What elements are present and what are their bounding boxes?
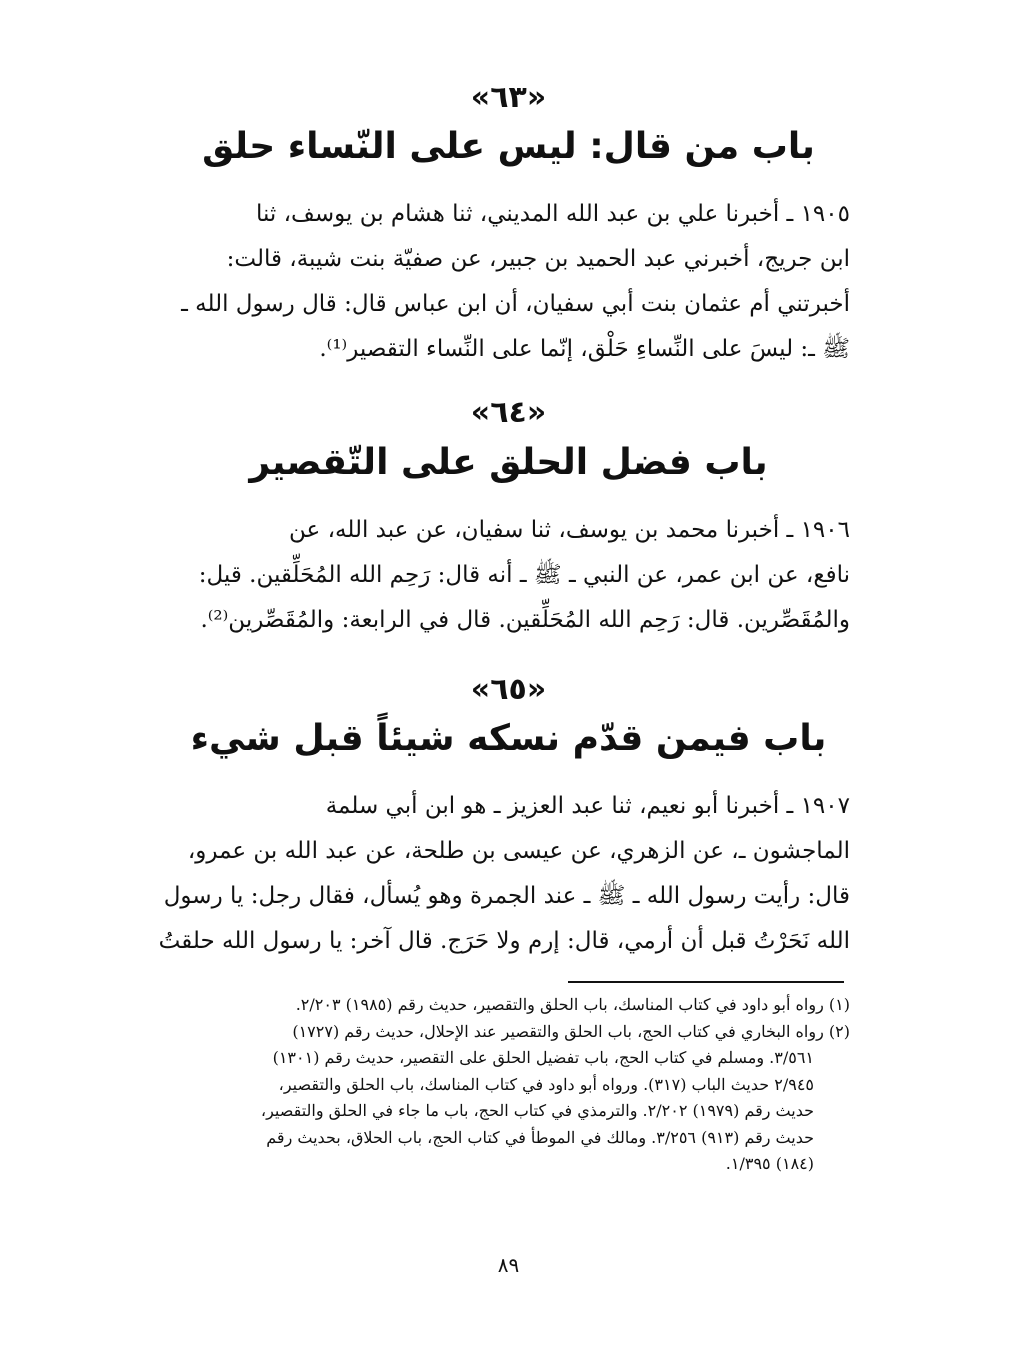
paragraph-line: والمُقَصِّرين. قال: رَحِم الله المُحَلِّقين. قال في الرابعة: والمُقَصِّرين⁽²⁾.: [200, 607, 850, 633]
footnote-line: حديث رقم (١٩٧٩) ٢/٢٠٢. والترمذي في كتاب الحج، باب ما جاء في الحلق والتقصير،: [260, 1101, 814, 1120]
paragraph-line: ﷺ ـ: ليسَ على النِّساءِ حَلْق، إنّما على النِّساء التقصير⁽¹⁾.: [319, 336, 850, 362]
hadith-paragraph: [150, 784, 850, 964]
section-title: باب فضل الحلق على التّقصير: [249, 442, 768, 483]
paragraph-line: الماجشون ـ، عن الزهري، عن عيسى بن طلحة، عن عبد الله بن عمرو،: [187, 838, 850, 864]
footnote-line: (١) رواه أبو داود في كتاب المناسك، باب الحلق والتقصير، حديث رقم (١٩٨٥) ٢/٢٠٣.: [295, 995, 850, 1014]
section-number: «٦٣»: [470, 80, 547, 115]
footnote-line: حديث رقم (٩١٣) ٣/٢٥٦. ومالك في الموطأ في كتاب الحج، باب الحلاق، بحديث رقم: [266, 1127, 814, 1147]
page-number: ٨٩: [497, 1253, 520, 1277]
section-title: باب من قال: ليس على النّساء حلق: [202, 126, 815, 167]
footnote-line: (٢) رواه البخاري في كتاب الحج، باب الحلق والتقصير عند الإحلال، حديث رقم (١٧٢٧): [292, 1021, 850, 1041]
paragraph-line: الله نَحَرْتُ قبل أن أرمي، قال: إرم ولا حَرَج. قال آخر: يا رسول الله حلقتُ: [158, 928, 850, 954]
section-title: باب فيمن قدّم نسكه شيئاً قبل شيء: [190, 718, 827, 759]
paragraph-line: ١٩٠٥ ـ أخبرنا علي بن عبد الله المديني، ثنا هشام بن يوسف، ثنا: [255, 201, 850, 227]
hadith-paragraph: [150, 508, 850, 643]
paragraph-line: ابن جريج، أخبرني عبد الحميد بن جبير، عن صفيّة بنت شيبة، قالت:: [226, 246, 850, 272]
footnote-line: ٢/٩٤٥ حديث الباب (٣١٧). ورواه أبو داود في كتاب المناسك، باب الحلق والتقصير،: [278, 1074, 814, 1094]
paragraph-line: ١٩٠٧ ـ أخبرنا أبو نعيم، ثنا عبد العزيز ـ هو ابن أبي سلمة: [325, 793, 850, 819]
paragraph-line: نافع، عن ابن عمر، عن النبي ـ ﷺ ـ أنه قال: رَحِم الله المُحَلِّقين. قيل:: [198, 562, 850, 588]
paragraph-line: ١٩٠٦ ـ أخبرنا محمد بن يوسف، ثنا سفيان، عن عبد الله، عن: [289, 517, 850, 543]
footnotes: [150, 992, 850, 1178]
footnote-line: ٣/٥٦١. ومسلم في كتاب الحج، باب تفضيل الحلق على التقصير، حديث رقم (١٣٠١): [272, 1048, 814, 1067]
paragraph-line: قال: رأيت رسول الله ـ ﷺ ـ عند الجمرة وهو يُسأل، فقال رجل: يا رسول: [163, 883, 850, 909]
paragraph-line: أخبرتني أم عثمان بنت أبي سفيان، أن ابن عباس قال: قال رسول الله ـ: [181, 291, 850, 317]
footnote-separator: [568, 981, 844, 983]
section-number: «٦٥»: [470, 672, 547, 707]
footnote-line: (١٨٤) ١/٣٩٥.: [725, 1154, 814, 1173]
hadith-paragraph: [150, 192, 850, 372]
section-number: «٦٤»: [470, 395, 547, 430]
